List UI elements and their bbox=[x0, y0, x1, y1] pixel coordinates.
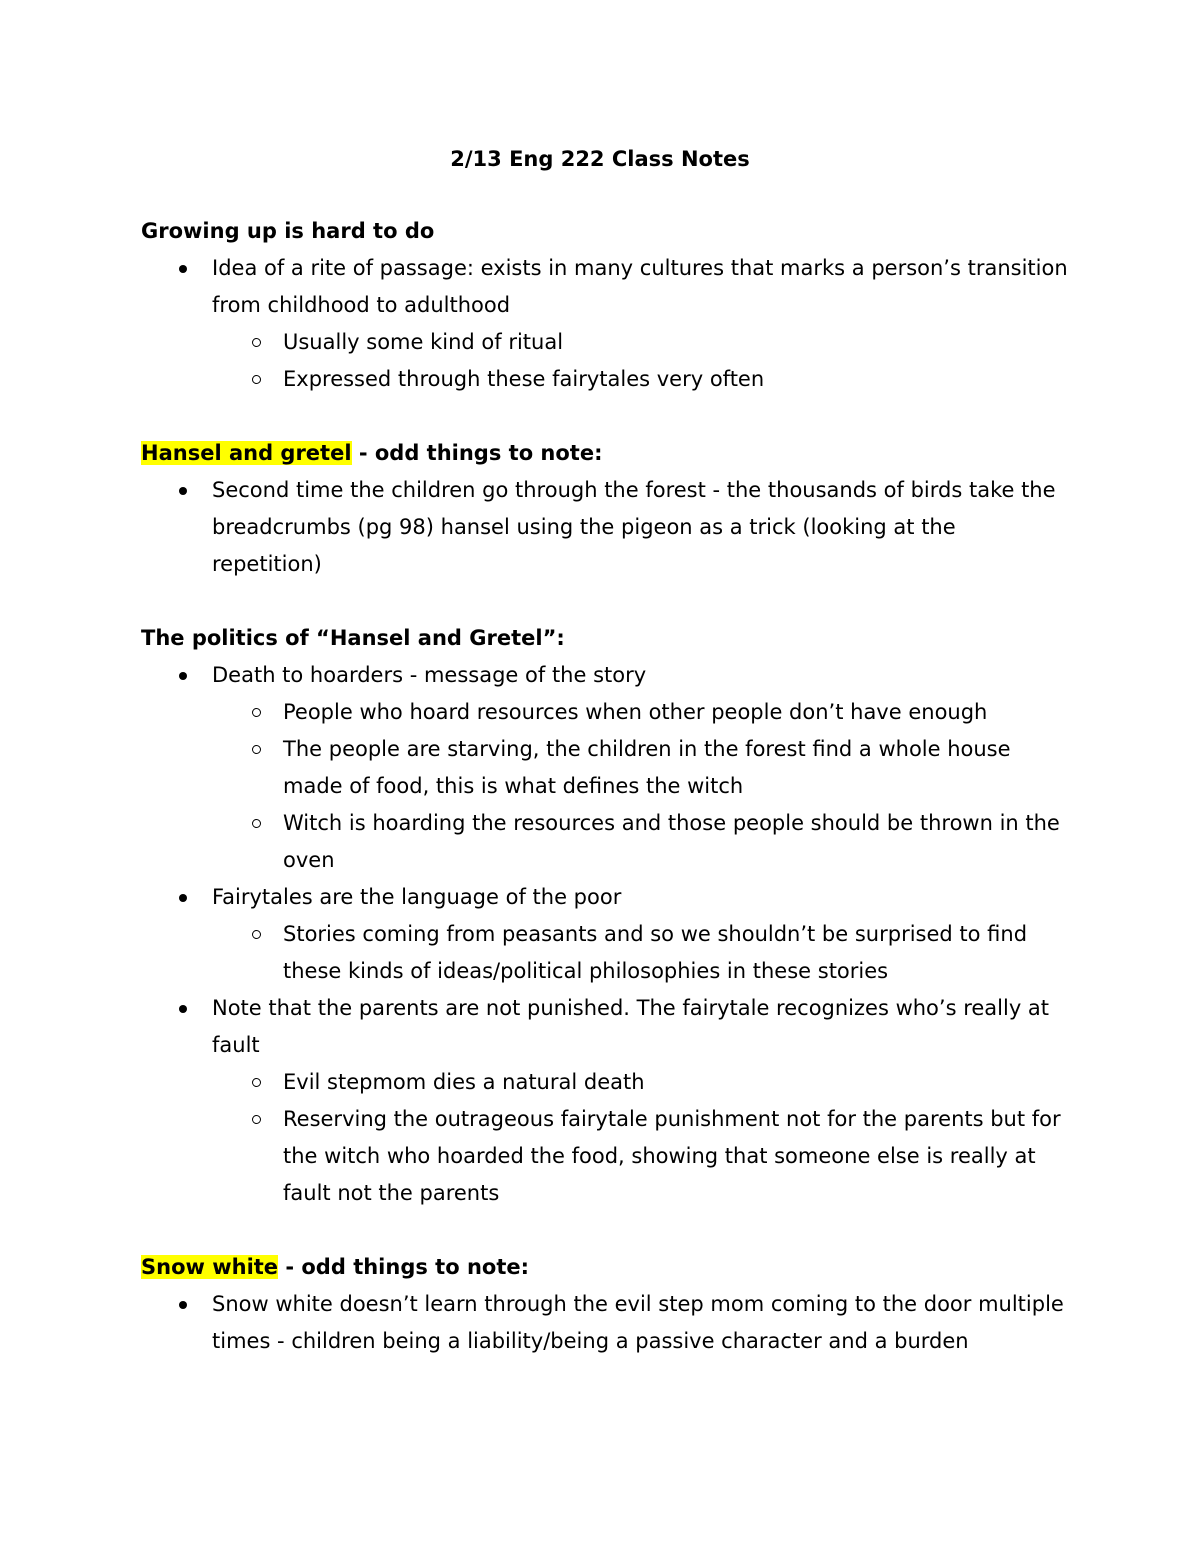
section-heading: The politics of “Hansel and Gretel”: bbox=[141, 626, 565, 650]
sub-list-item: Witch is hoarding the resources and those people should be thrown in the oven bbox=[212, 805, 1071, 879]
list-item bbox=[141, 879, 1071, 990]
highlighted-text: Hansel and gretel bbox=[141, 441, 352, 465]
sub-list-item: People who hoard resources when other people don’t have enough bbox=[212, 694, 1071, 731]
heading-rest: - odd things to note: bbox=[278, 1255, 530, 1279]
bullet-list bbox=[141, 657, 1071, 1212]
section-growing-up bbox=[141, 213, 1071, 398]
document-body bbox=[141, 213, 1071, 1397]
section-heading: Growing up is hard to do bbox=[141, 219, 435, 243]
sub-bullet-list bbox=[141, 1064, 1071, 1212]
list-item-text: Death to hoarders - message of the story bbox=[212, 663, 647, 687]
list-item bbox=[141, 472, 1071, 583]
sub-list-item: Stories coming from peasants and so we shouldn’t be surprised to find these kinds of ideas/political philosophies in these stories bbox=[212, 916, 1071, 990]
list-item-text: Note that the parents are not punished. The fairytale recognizes who’s really at fault bbox=[212, 996, 1050, 1057]
section-heading bbox=[141, 1249, 1071, 1286]
list-item-text: Idea of a rite of passage: exists in many cultures that marks a person’s transition from childhood to adulthood bbox=[212, 256, 1068, 317]
section-politics bbox=[141, 620, 1071, 1212]
sub-list-item: Usually some kind of ritual bbox=[212, 324, 1071, 361]
sub-bullet-list bbox=[141, 694, 1071, 879]
list-item bbox=[141, 1286, 1071, 1360]
sub-bullet-list bbox=[141, 324, 1071, 398]
sub-bullet-list bbox=[141, 916, 1071, 990]
bullet-list bbox=[141, 1286, 1071, 1360]
sub-list-item: Expressed through these fairytales very often bbox=[212, 361, 1071, 398]
list-item bbox=[141, 990, 1071, 1212]
section-heading bbox=[141, 435, 1071, 472]
sub-list-item: Reserving the outrageous fairytale punishment not for the parents but for the witch who hoarded the food, showing that someone else is really at fault not the parents bbox=[212, 1101, 1071, 1212]
list-item-text: Fairytales are the language of the poor bbox=[212, 885, 622, 909]
sub-list-item: The people are starving, the children in the forest find a whole house made of food, this is what defines the witch bbox=[212, 731, 1071, 805]
sub-list-item: Evil stepmom dies a natural death bbox=[212, 1064, 1071, 1101]
section-snow-white bbox=[141, 1249, 1071, 1360]
list-item-text: Snow white doesn’t learn through the evil step mom coming to the door multiple times - children being a liability/being a passive character and a burden bbox=[212, 1292, 1064, 1353]
section-hansel-and-gretel bbox=[141, 435, 1071, 583]
document-title: 2/13 Eng 222 Class Notes bbox=[450, 147, 750, 171]
list-item bbox=[141, 657, 1071, 879]
bullet-list bbox=[141, 250, 1071, 398]
highlighted-text: Snow white bbox=[141, 1255, 279, 1279]
heading-rest: - odd things to note: bbox=[351, 441, 603, 465]
bullet-list bbox=[141, 472, 1071, 583]
list-item bbox=[141, 250, 1071, 398]
list-item-text: Second time the children go through the forest - the thousands of birds take the breadcrumbs (pg 98) hansel using the pigeon as a trick (looking at the repetition) bbox=[212, 478, 1056, 576]
